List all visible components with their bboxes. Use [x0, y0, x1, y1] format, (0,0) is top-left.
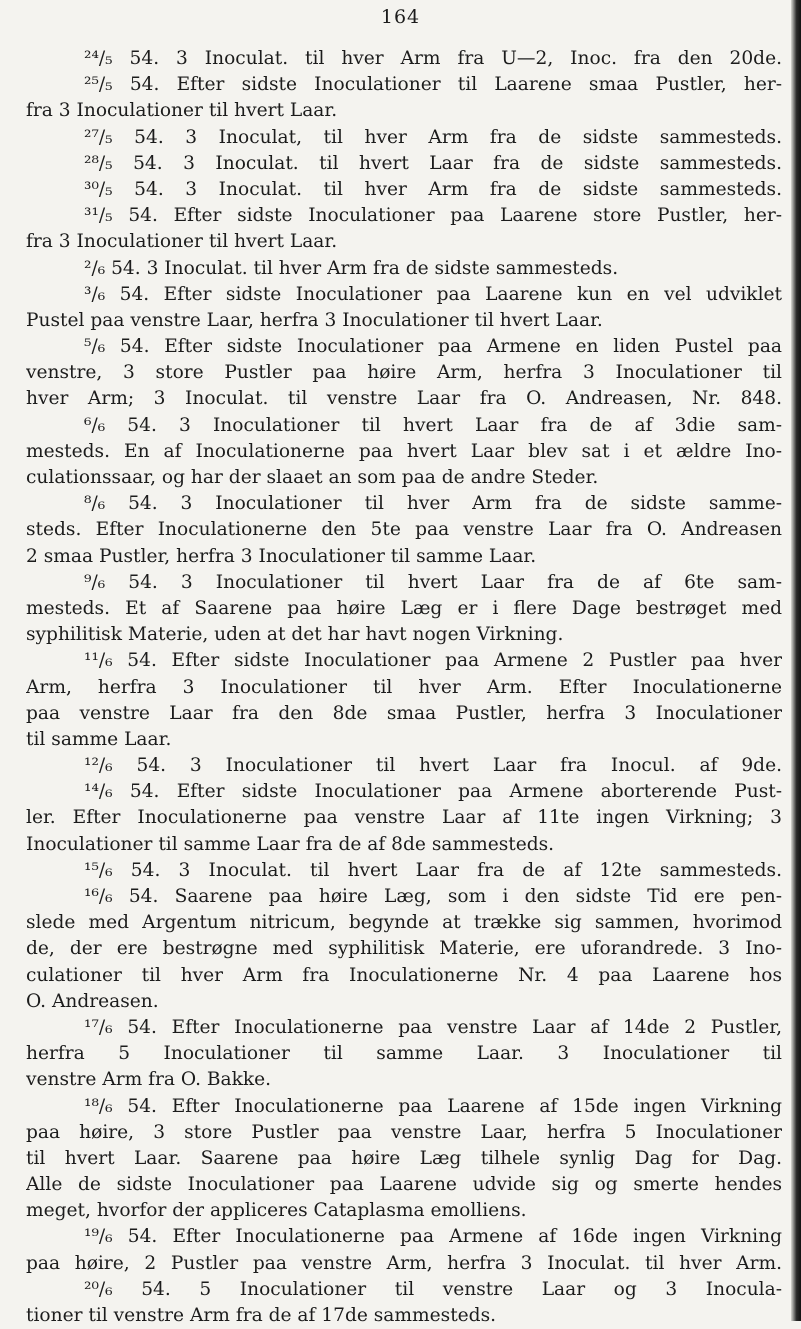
page-number: 164 [380, 6, 421, 28]
text-line: herfra 5 Inoculationer til samme Laar. 3 Inoculationer til [26, 1043, 782, 1065]
text-body [26, 46, 782, 1329]
text-line: 2 smaa Pustler, herfra 3 Inoculationer til samme Laar. [26, 545, 537, 567]
text-line: til hvert Laar. Saarene paa høire Læg tilhele synlig Dag for Dag. [26, 1147, 782, 1169]
text-line: ²⁴/₅ 54. 3 Inoculat. til hver Arm fra U—2, Inoc. fra den 20de. [84, 48, 782, 69]
text-line: syphilitisk Materie, uden at det har havt nogen Virkning. [26, 624, 564, 646]
text-line: venstre Arm fra O. Bakke. [26, 1069, 272, 1091]
text-line: ¹⁴/₆ 54. Efter sidste Inoculationer paa Armene aborterende Pust- [84, 781, 782, 803]
text-line: ¹⁹/₆ 54. Efter Inoculationerne paa Armene af 16de ingen Virkning [84, 1226, 782, 1248]
text-line: ¹¹/₆ 54. Efter sidste Inoculationer paa Armene 2 Pustler paa hver [84, 650, 782, 672]
text-line: Inoculationer til samme Laar fra de af 8de sammesteds. [26, 833, 555, 855]
text-line: ³⁰/₅ 54. 3 Inoculat. til hver Arm fra de sidste sammesteds. [84, 178, 782, 200]
text-line: ¹⁶/₆ 54. Saarene paa høire Læg, som i den sidste Tid ere pen- [84, 886, 782, 907]
text-line: paa høire, 3 store Pustler paa venstre Laar, herfra 5 Inoculationer [26, 1121, 782, 1143]
text-line: fra 3 Inoculationer til hvert Laar. [26, 231, 338, 253]
text-line: paa høire, 2 Pustler paa venstre Arm, herfra 3 Inoculat. til hver Arm. [26, 1252, 782, 1274]
text-line: ¹²/₆ 54. 3 Inoculationer til hvert Laar fra Inocul. af 9de. [84, 755, 782, 777]
text-line: steds. Efter Inoculationerne den 5te paa venstre Laar fra O. Andreasen [26, 519, 782, 541]
text-line: hver Arm; 3 Inoculat. til venstre Laar fra O. Andreasen, Nr. 848. [26, 388, 782, 410]
text-line: ¹⁵/₆ 54. 3 Inoculat. til hvert Laar fra de af 12te sammesteds. [84, 859, 782, 881]
text-line: de, der ere bestrøgne med syphilitisk Materie, ere uforandrede. 3 Ino- [26, 938, 782, 960]
text-line: ²⁰/₆ 54. 5 Inoculationer til venstre Laar og 3 Inocula- [84, 1278, 782, 1300]
text-line: ¹⁷/₆ 54. Efter Inoculationerne paa venstre Laar af 14de 2 Pustler, [84, 1016, 782, 1038]
text-line: culationssaar, og har der slaaet an som paa de andre Steder. [26, 467, 599, 488]
text-line: O. Andreasen. [26, 990, 159, 1012]
text-line: ⁵/₆ 54. Efter sidste Inoculationer paa Armene en liden Pustel paa [84, 336, 782, 358]
text-line: venstre, 3 store Pustler paa høire Arm, herfra 3 Inoculationer til [26, 362, 782, 384]
text-line: Arm, herfra 3 Inoculationer til hver Arm. Efter Inoculationerne [26, 676, 782, 698]
text-line: Pustel paa venstre Laar, herfra 3 Inoculationer til hvert Laar. [26, 309, 603, 331]
text-line: slede med Argentum nitricum, begynde at trække sig sammen, hvorimod [26, 912, 782, 934]
text-line: ²⁷/₅ 54. 3 Inoculat, til hver Arm fra de sidste sammesteds. [84, 126, 782, 148]
text-line: fra 3 Inoculationer til hvert Laar. [26, 100, 338, 122]
text-line: til samme Laar. [26, 728, 172, 750]
text-line: ⁸/₆ 54. 3 Inoculationer til hver Arm fra de sidste samme- [84, 493, 782, 515]
text-line: ler. Efter Inoculationerne paa venstre Laar af 11te ingen Virkning; 3 [26, 807, 782, 829]
text-line: mesteds. En af Inoculationerne paa hvert Laar blev sat i et ældre Ino- [26, 440, 782, 462]
text-line: ⁹/₆ 54. 3 Inoculationer til hvert Laar fra de af 6te sam- [84, 571, 782, 593]
text-line: ⁶/₆ 54. 3 Inoculationer til hvert Laar fra de af 3die sam- [84, 414, 782, 436]
text-line: ³/₆ 54. Efter sidste Inoculationer paa Laarene kun en vel udviklet [84, 283, 782, 305]
page-edge-shadow [791, 0, 801, 1321]
text-line: ²⁸/₅ 54. 3 Inoculat. til hvert Laar fra de sidste sammesteds. [84, 152, 782, 174]
text-line: ¹⁸/₆ 54. Efter Inoculationerne paa Laarene af 15de ingen Virkning [84, 1095, 782, 1117]
text-line: paa venstre Laar fra den 8de smaa Pustler, herfra 3 Inoculationer [26, 702, 782, 724]
text-line: mesteds. Et af Saarene paa høire Læg er i flere Dage bestrøget med [26, 597, 782, 619]
text-line: ²⁵/₅ 54. Efter sidste Inoculationer til Laarene smaa Pustler, her- [84, 74, 782, 96]
text-line: Alle de sidste Inoculationer paa Laarene udvide sig og smerte hendes [26, 1174, 782, 1196]
text-line: meget, hvorfor der appliceres Cataplasma emolliens. [26, 1200, 527, 1222]
text-line: ³¹/₅ 54. Efter sidste Inoculationer paa Laarene store Pustler, her- [84, 205, 782, 227]
text-line: ²/₆ 54. 3 Inoculat. til hver Arm fra de sidste sammesteds. [84, 257, 619, 279]
text-line: tioner til venstre Arm fra de af 17de sammesteds. [26, 1305, 497, 1326]
text-line: culationer til hver Arm fra Inoculationerne Nr. 4 paa Laarene hos [26, 964, 782, 986]
